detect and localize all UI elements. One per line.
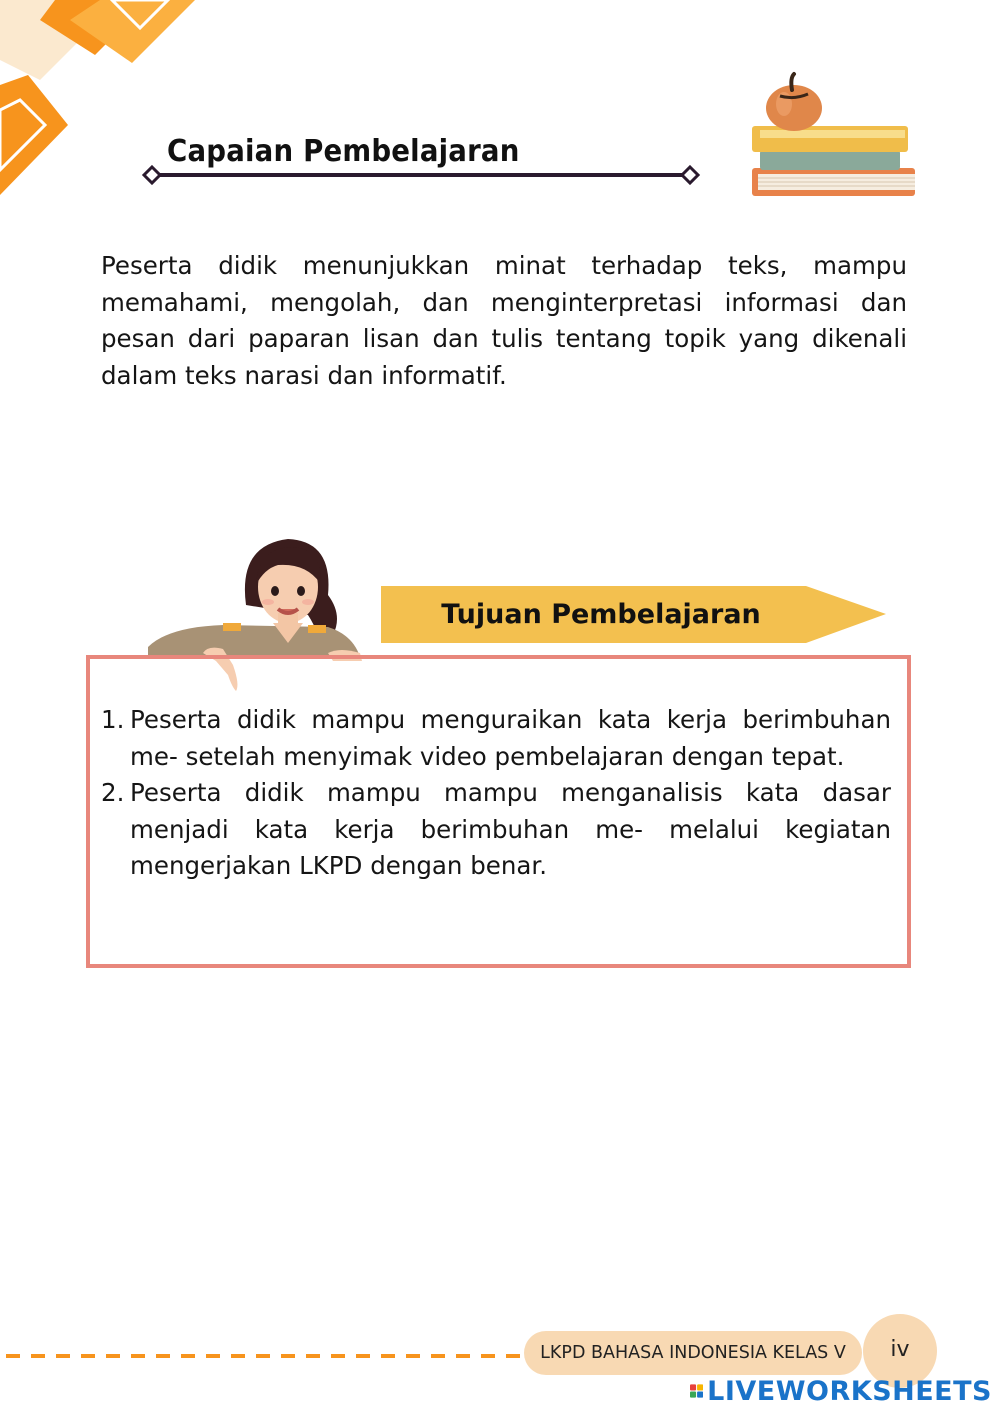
page-number: iv	[863, 1314, 937, 1388]
list-item-number: 1.	[101, 705, 125, 734]
capaian-body: Peserta didik menunjukkan minat terhadap teks, mampu memahami, mengolah, dan menginterpretasi informasi dan pesan dari paparan lisan dan tulis tentang topik yang dikenali dalam teks narasi dan informatif.	[101, 251, 907, 390]
title-underline	[140, 162, 705, 188]
liveworksheets-watermark	[690, 1373, 992, 1409]
footer-dashed-line	[6, 1354, 526, 1358]
list-item	[101, 702, 891, 775]
books-apple-illustration	[740, 68, 922, 202]
list-item-text: Peserta didik mampu mampu menganalisis kata dasar menjadi kata kerja berimbuhan me- melalui kegiatan mengerjakan LKPD dengan benar.	[130, 778, 891, 880]
tujuan-list	[101, 702, 891, 885]
list-item-number: 2.	[101, 778, 125, 807]
footer-label: LKPD BAHASA INDONESIA KELAS V	[524, 1331, 862, 1375]
list-item-text: Peserta didik mampu menguraikan kata kerja berimbuhan me- setelah menyimak video pembelajaran dengan tepat.	[130, 705, 891, 771]
tujuan-title: Tujuan Pembelajaran	[441, 599, 761, 630]
capaian-title: Capaian Pembelajaran	[167, 134, 520, 169]
liveworksheets-logo-icon	[690, 1378, 703, 1404]
liveworksheets-text: LIVEWORKSHEETS	[707, 1375, 992, 1407]
list-item	[101, 775, 891, 885]
